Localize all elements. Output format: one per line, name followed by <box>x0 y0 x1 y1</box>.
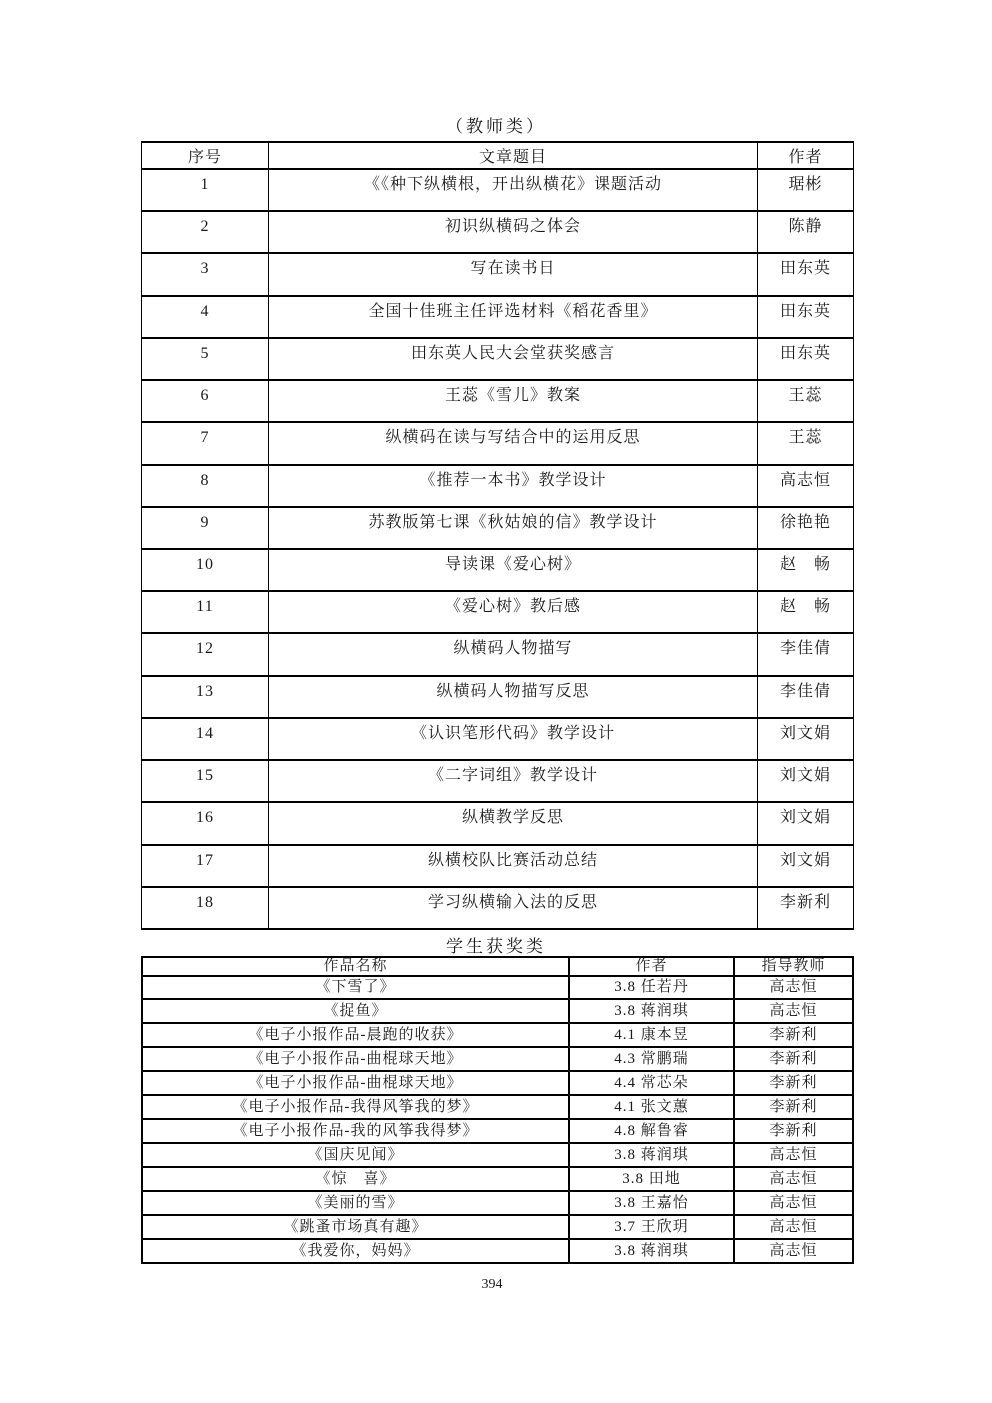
article-title-cell: 《二字词组》教学设计 <box>269 760 758 802</box>
article-number-cell: 4 <box>142 296 269 338</box>
teacher-article-row <box>142 338 854 380</box>
article-number-cell: 11 <box>142 591 269 633</box>
student-header-teacher: 指导教师 <box>734 957 853 976</box>
article-author-cell: 徐艳艳 <box>758 507 854 549</box>
article-title-cell: 《认识笔形代码》教学设计 <box>269 718 758 760</box>
student-author-cell: 3.8 任若丹 <box>569 976 734 1000</box>
work-name-cell: 《下雪了》 <box>142 976 569 1000</box>
teacher-article-row <box>142 465 854 507</box>
guiding-teacher-cell: 高志恒 <box>734 999 853 1023</box>
student-author-cell: 4.3 常鹏瑞 <box>569 1047 734 1071</box>
article-number-cell: 8 <box>142 465 269 507</box>
work-name-cell: 《美丽的雪》 <box>142 1191 569 1215</box>
article-author-cell: 陈静 <box>758 211 854 253</box>
student-author-cell: 3.8 蒋润琪 <box>569 999 734 1023</box>
article-title-cell: 纵横校队比赛活动总结 <box>269 845 758 887</box>
article-author-cell: 李佳倩 <box>758 633 854 675</box>
article-title-cell: 田东英人民大会堂获奖感言 <box>269 338 758 380</box>
work-name-cell: 《跳蚤市场真有趣》 <box>142 1215 569 1239</box>
student-award-row <box>142 1071 853 1095</box>
student-award-row <box>142 1095 853 1119</box>
article-title-cell: 全国十佳班主任评选材料《稻花香里》 <box>269 296 758 338</box>
teacher-header-author: 作者 <box>758 142 854 169</box>
teacher-article-row <box>142 253 854 295</box>
article-title-cell: 苏教版第七课《秋姑娘的信》教学设计 <box>269 507 758 549</box>
student-author-cell: 4.4 常芯朵 <box>569 1071 734 1095</box>
work-name-cell: 《电子小报作品-我的风筝我得梦》 <box>142 1119 569 1143</box>
teacher-table-header-row <box>142 142 854 169</box>
article-author-cell: 刘文娟 <box>758 760 854 802</box>
student-section-title: 学生获奖类 <box>446 937 546 956</box>
article-title-cell: 初识纵横码之体会 <box>269 211 758 253</box>
student-header-author: 作者 <box>569 957 734 976</box>
teacher-article-row <box>142 802 854 844</box>
student-author-cell: 3.7 王欣玥 <box>569 1215 734 1239</box>
article-number-cell: 1 <box>142 169 269 211</box>
page-number: 394 <box>481 1277 503 1292</box>
teacher-article-row <box>142 760 854 802</box>
article-number-cell: 7 <box>142 422 269 464</box>
student-award-row <box>142 1119 853 1143</box>
teacher-section-title: （教师类） <box>446 117 546 136</box>
student-award-row <box>142 999 853 1023</box>
teacher-header-no: 序号 <box>142 142 269 169</box>
student-author-cell: 3.8 蒋润琪 <box>569 1143 734 1167</box>
work-name-cell: 《电子小报作品-曲棍球天地》 <box>142 1071 569 1095</box>
work-name-cell: 《电子小报作品-晨跑的收获》 <box>142 1023 569 1047</box>
teacher-article-row <box>142 633 854 675</box>
work-name-cell: 《电子小报作品-我得风筝我的梦》 <box>142 1095 569 1119</box>
teacher-article-row <box>142 169 854 211</box>
article-title-cell: 纵横码人物描写 <box>269 633 758 675</box>
guiding-teacher-cell: 李新利 <box>734 1095 853 1119</box>
student-award-row <box>142 1239 853 1263</box>
student-award-row <box>142 1215 853 1239</box>
article-number-cell: 2 <box>142 211 269 253</box>
guiding-teacher-cell: 李新利 <box>734 1071 853 1095</box>
article-number-cell: 13 <box>142 676 269 718</box>
article-number-cell: 9 <box>142 507 269 549</box>
teacher-article-row <box>142 718 854 760</box>
student-award-row <box>142 1047 853 1071</box>
student-award-row <box>142 1167 853 1191</box>
article-number-cell: 16 <box>142 802 269 844</box>
article-title-cell: 《《种下纵横根，开出纵横花》课题活动 <box>269 169 758 211</box>
student-author-cell: 4.1 康本昱 <box>569 1023 734 1047</box>
article-title-cell: 学习纵横输入法的反思 <box>269 887 758 929</box>
student-header-work: 作品名称 <box>142 957 569 976</box>
work-name-cell: 《电子小报作品-曲棍球天地》 <box>142 1047 569 1071</box>
article-number-cell: 5 <box>142 338 269 380</box>
student-author-cell: 4.1 张文蕙 <box>569 1095 734 1119</box>
guiding-teacher-cell: 李新利 <box>734 1047 853 1071</box>
article-author-cell: 刘文娟 <box>758 845 854 887</box>
article-title-cell: 纵横教学反思 <box>269 802 758 844</box>
article-title-cell: 纵横码在读与写结合中的运用反思 <box>269 422 758 464</box>
student-author-cell: 3.8 王嘉怡 <box>569 1191 734 1215</box>
teacher-article-row <box>142 591 854 633</box>
student-table-body <box>142 976 853 1264</box>
student-author-cell: 3.8 田地 <box>569 1167 734 1191</box>
article-author-cell: 高志恒 <box>758 465 854 507</box>
student-author-cell: 3.8 蒋润琪 <box>569 1239 734 1263</box>
article-author-cell: 王蕊 <box>758 422 854 464</box>
guiding-teacher-cell: 李新利 <box>734 1023 853 1047</box>
student-table-header-row <box>142 957 853 976</box>
teacher-header-title: 文章题目 <box>269 142 758 169</box>
article-number-cell: 18 <box>142 887 269 929</box>
article-title-cell: 写在读书日 <box>269 253 758 295</box>
article-number-cell: 3 <box>142 253 269 295</box>
student-awards-table <box>141 956 854 1264</box>
article-number-cell: 12 <box>142 633 269 675</box>
article-author-cell: 刘文娟 <box>758 718 854 760</box>
article-author-cell: 王蕊 <box>758 380 854 422</box>
teacher-articles-table <box>141 141 854 930</box>
guiding-teacher-cell: 高志恒 <box>734 976 853 1000</box>
guiding-teacher-cell: 高志恒 <box>734 1167 853 1191</box>
guiding-teacher-cell: 高志恒 <box>734 1215 853 1239</box>
article-author-cell: 田东英 <box>758 296 854 338</box>
article-author-cell: 刘文娟 <box>758 802 854 844</box>
article-title-cell: 《爱心树》教后感 <box>269 591 758 633</box>
article-author-cell: 李佳倩 <box>758 676 854 718</box>
article-number-cell: 17 <box>142 845 269 887</box>
article-title-cell: 导读课《爱心树》 <box>269 549 758 591</box>
teacher-article-row <box>142 676 854 718</box>
article-author-cell: 赵 畅 <box>758 549 854 591</box>
article-author-cell: 李新利 <box>758 887 854 929</box>
teacher-article-row <box>142 380 854 422</box>
teacher-article-row <box>142 422 854 464</box>
article-number-cell: 10 <box>142 549 269 591</box>
work-name-cell: 《国庆见闻》 <box>142 1143 569 1167</box>
teacher-article-row <box>142 549 854 591</box>
teacher-article-row <box>142 507 854 549</box>
guiding-teacher-cell: 李新利 <box>734 1119 853 1143</box>
article-title-cell: 纵横码人物描写反思 <box>269 676 758 718</box>
article-author-cell: 田东英 <box>758 253 854 295</box>
teacher-article-row <box>142 296 854 338</box>
guiding-teacher-cell: 高志恒 <box>734 1239 853 1263</box>
work-name-cell: 《惊 喜》 <box>142 1167 569 1191</box>
article-title-cell: 《推荐一本书》教学设计 <box>269 465 758 507</box>
student-author-cell: 4.8 解鲁睿 <box>569 1119 734 1143</box>
student-award-row <box>142 1191 853 1215</box>
article-author-cell: 琚彬 <box>758 169 854 211</box>
work-name-cell: 《捉鱼》 <box>142 999 569 1023</box>
article-number-cell: 14 <box>142 718 269 760</box>
work-name-cell: 《我爱你，妈妈》 <box>142 1239 569 1263</box>
student-award-row <box>142 1143 853 1167</box>
student-award-row <box>142 1023 853 1047</box>
article-author-cell: 赵 畅 <box>758 591 854 633</box>
article-number-cell: 15 <box>142 760 269 802</box>
article-title-cell: 王蕊《雪儿》教案 <box>269 380 758 422</box>
guiding-teacher-cell: 高志恒 <box>734 1143 853 1167</box>
teacher-article-row <box>142 887 854 929</box>
teacher-article-row <box>142 211 854 253</box>
article-author-cell: 田东英 <box>758 338 854 380</box>
guiding-teacher-cell: 高志恒 <box>734 1191 853 1215</box>
article-number-cell: 6 <box>142 380 269 422</box>
teacher-article-row <box>142 845 854 887</box>
teacher-table-body <box>142 169 854 929</box>
student-award-row <box>142 976 853 1000</box>
